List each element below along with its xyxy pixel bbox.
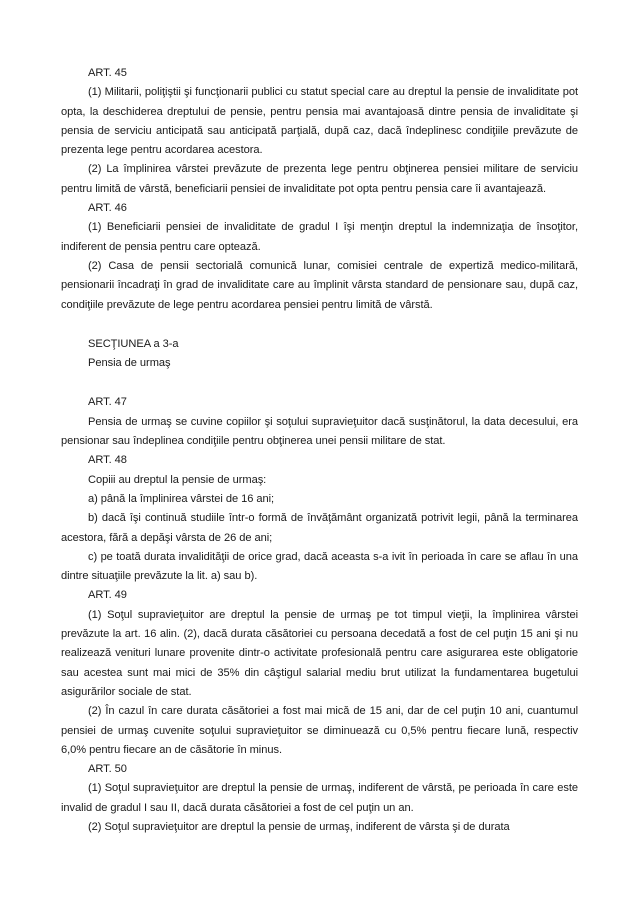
article-heading: ART. 50: [88, 763, 127, 776]
document-page: [61, 64, 578, 837]
paragraph: (2) Soţul supravieţuitor are dreptul la pensie de urmaş, indiferent de vârsta şi de durata: [88, 820, 510, 833]
paragraph: (2) Casa de pensii sectorială comunică lunar, comisiei centrale de expertiză medico-militară, pensionarii încadraţi în grad de invaliditate care au împlinit vârsta standard de pensionare sau, după caz, condiţiile prevăzute de lege pentru acordarea pensiei pentru limită de vârstă.: [61, 259, 578, 311]
article-heading: ART. 48: [88, 454, 127, 467]
paragraph: (1) Soţul supravieţuitor are dreptul la pensie de urmaş, indiferent de vârstă, pe perioada în care este invalid de gradul I sau II, dacă durata căsătoriei a fost de cel puţin un an.: [61, 782, 578, 814]
spacer: [61, 373, 578, 393]
paragraph: (1) Soţul supravieţuitor are dreptul la pensie de urmaş pe tot timpul vieţii, la împlinirea vârstei prevăzute la art. 16 alin. (2), dacă durata căsătoriei cu persoana decedată a fost de cel puţin 15 ani şi nu realizează venituri lunare provenite dintr-o activitate profesională pentru care asigurarea este obligatorie sau acestea sunt mai mici de 35% din câştigul salarial mediu brut utilizat la fundamentarea bugetului asigurărilor sociale de stat.: [61, 608, 578, 698]
article-heading: ART. 45: [88, 67, 127, 79]
spacer: [61, 315, 578, 335]
paragraph: (1) Militarii, poliţiştii şi funcţionarii publici cu statut special care au dreptul la pensie de invaliditate pot opta, la deschiderea dreptului de pensie, pentru pensia mai avantajoasă dintre pensia de invaliditate şi pensia de serviciu anticipată sau anticipată parţială, după caz, dacă îndeplinesc condiţiile prevăzute de prezenta lege pentru acordarea acestora.: [61, 86, 578, 157]
paragraph: Pensia de urmaş se cuvine copiilor şi soţului supravieţuitor dacă susţinătorul, la data decesului, era pensionar sau îndeplinea condiţiile pentru obţinerea unei pensii militare de stat.: [61, 415, 578, 448]
section-title: Pensia de urmaş: [88, 357, 171, 370]
list-item: c) pe toată durata invalidităţii de orice grad, dacă aceasta s-a ivit în perioada în care se aflau în una dintre situaţiile prevăzute la lit. a) sau b).: [61, 550, 578, 583]
list-item: a) până la împlinirea vârstei de 16 ani;: [88, 492, 275, 505]
article-heading: ART. 47: [88, 396, 127, 409]
paragraph: (2) În cazul în care durata căsătoriei a fost mai mică de 15 ani, dar de cel puţin 10 ani, cuantumul pensiei de urmaş cuvenite soţului supravieţuitor se diminuează cu 0,5% pentru fiecare lună, respectiv 6,0% pentru fiecare an de căsătorie în minus.: [61, 705, 578, 756]
section-heading: SECŢIUNEA a 3-a: [88, 337, 179, 350]
paragraph: Copiii au dreptul la pensie de urmaş:: [88, 473, 267, 486]
paragraph: (1) Beneficiarii pensiei de invaliditate de gradul I îşi menţin dreptul la indemnizaţia de însoţitor, indiferent de pensia pentru care optează.: [61, 221, 578, 253]
article-heading: ART. 49: [88, 589, 127, 602]
article-heading: ART. 46: [88, 202, 127, 215]
paragraph: (2) La împlinirea vârstei prevăzute de prezenta lege pentru obţinerea pensiei militare de serviciu pentru limită de vârstă, beneficiarii pensiei de invaliditate pot opta pentru pensia care îi avantajează.: [61, 163, 578, 195]
list-item: b) dacă îşi continuă studiile într-o formă de învăţământ organizată potrivit legii, până la terminarea acestora, fără a depăşi vârsta de 26 de ani;: [61, 512, 578, 544]
